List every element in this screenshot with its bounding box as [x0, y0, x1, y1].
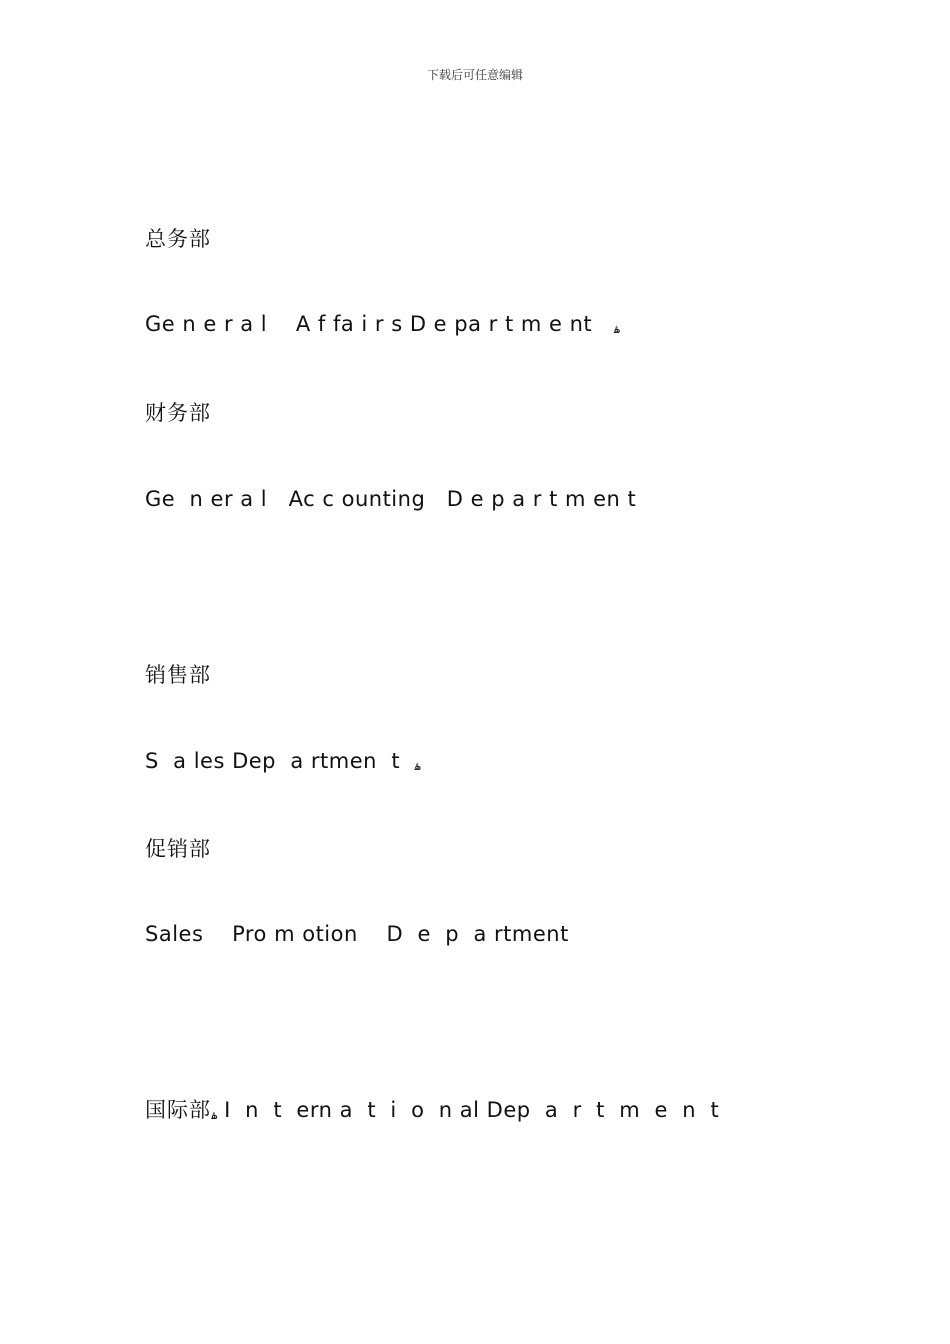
department-cn-promotion: 促销部 — [145, 837, 211, 861]
department-cn-sales: 销售部 — [145, 663, 211, 687]
department-en-text: Ge n e r a l A f fa i r s D e pa r t m e nt — [145, 312, 593, 336]
department-international — [145, 1097, 719, 1129]
department-cn-accounting: 财务部 — [145, 401, 211, 425]
department-en-sales — [145, 748, 421, 780]
department-en-international: I n t ern a t i o n al Dep a r t m e n t — [224, 1098, 720, 1122]
department-cn-general-affairs: 总务部 — [145, 227, 211, 251]
paragraph-mark: ۿ — [211, 1109, 218, 1122]
department-en-accounting: Ge n er a l Ac c ounting D e p a r t m en t — [145, 487, 637, 511]
department-en-general-affairs — [145, 311, 620, 343]
department-en-promotion: Sales Pro m otion D e p a rtment — [145, 922, 569, 946]
department-cn-international: 国际部 — [145, 1098, 211, 1122]
department-en-text: S a les Dep a rtmen t — [145, 749, 401, 773]
page-header: 下载后可任意编辑 — [426, 68, 523, 82]
paragraph-mark: ۿ — [613, 323, 621, 336]
paragraph-mark: ۿ — [414, 760, 421, 773]
